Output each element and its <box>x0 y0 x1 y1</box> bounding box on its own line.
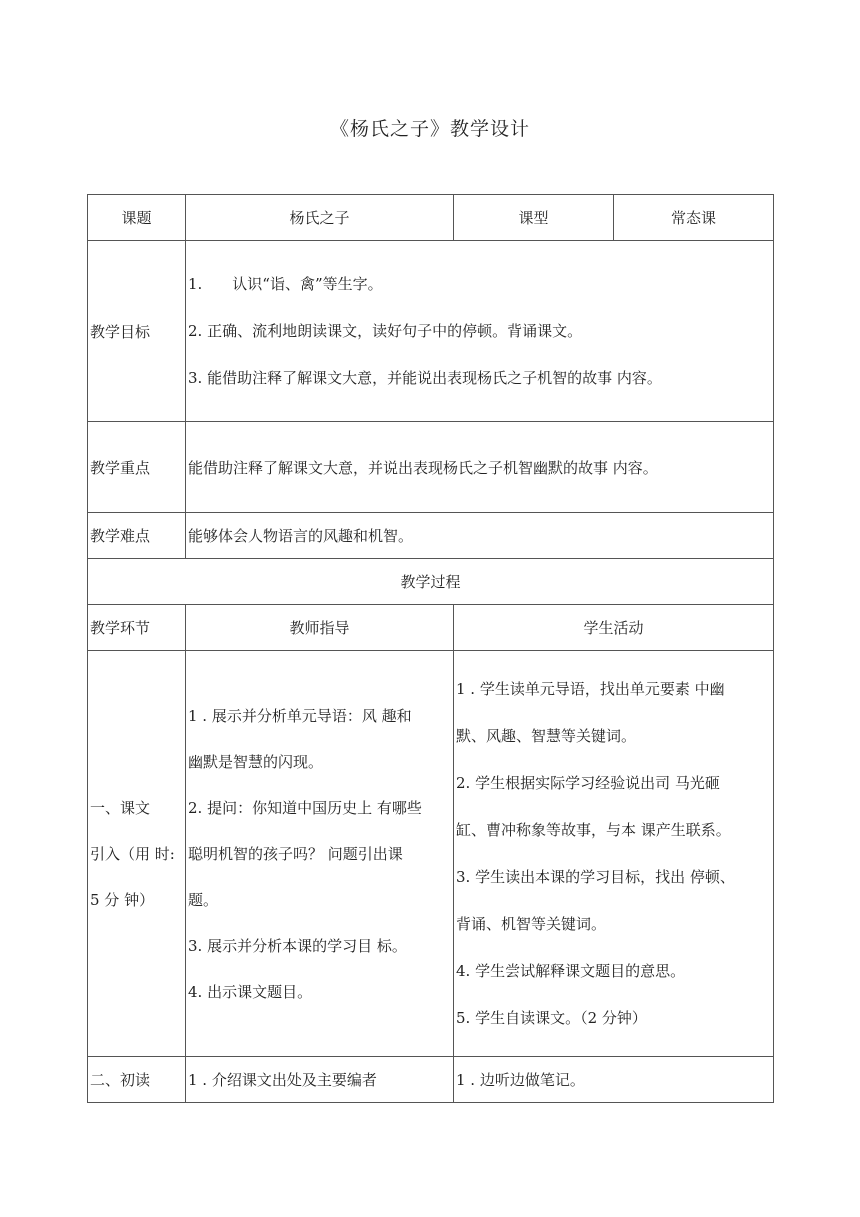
info-row <box>88 195 774 241</box>
topic-label: 课题 <box>88 195 186 241</box>
objective-item: 1. 认识“诣、禽”等生字。 <box>188 274 383 293</box>
difficulties-label: 教学难点 <box>88 513 186 559</box>
topic-value: 杨氏之子 <box>186 195 454 241</box>
type-value: 常态课 <box>614 195 774 241</box>
objectives-content <box>186 241 774 422</box>
difficulties-value: 能够体会人物语言的风趣和机智。 <box>186 513 774 559</box>
objective-item: 3. 能借助注释了解课文大意，并能说出表现杨氏之子机智的故事 内容。 <box>188 368 662 387</box>
lesson-plan-table <box>87 194 774 1103</box>
teacher-guidance: 1 . 展示并分析单元导语：风 趣和 幽默是智慧的闪现。 2. 提问：你知道中国历史上 有哪些 聪明机智的孩子吗？ 问题引出课 题。 3. 展示并分析本课的学习目 标。 4. 出示课文题目。 <box>186 651 454 1057</box>
objectives-label: 教学目标 <box>88 241 186 422</box>
stage-name: 一、课文 引入（用 时: 5 分 钟） <box>88 651 186 1057</box>
teacher-guidance: 1 . 介绍课文出处及主要编者 <box>186 1057 454 1103</box>
process-label: 教学过程 <box>88 559 774 605</box>
type-label: 课型 <box>454 195 614 241</box>
header-student: 学生活动 <box>454 605 774 651</box>
objectives-row <box>88 241 774 422</box>
document-title: 《杨氏之子》教学设计 <box>329 118 530 140</box>
key-points-row <box>88 422 774 513</box>
difficulties-row <box>88 513 774 559</box>
stage-row <box>88 1057 774 1103</box>
stage-row <box>88 651 774 1057</box>
key-points-value: 能借助注释了解课文大意，并说出表现杨氏之子机智幽默的故事 内容。 <box>186 422 774 513</box>
header-teacher: 教师指导 <box>186 605 454 651</box>
header-stage: 教学环节 <box>88 605 186 651</box>
key-points-label: 教学重点 <box>88 422 186 513</box>
process-row <box>88 559 774 605</box>
student-activity: 1 . 边听边做笔记。 <box>454 1057 774 1103</box>
student-activity: 1 . 学生读单元导语，找出单元要素 中幽 默、风趣、智慧等关键词。 2. 学生根据实际学习经验说出司 马光砸 缸、曹冲称象等故事，与本 课产生联系。 3. 学生读出本课的学习目标，找出 停顿、 背诵、机智等关键词。 4. 学生尝试解释课文题目的意思。 5. 学生自读课文。（2 分钟） <box>454 651 774 1057</box>
objective-item: 2. 正确、流利地朗读课文，读好句子中的停顿。背诵课文。 <box>188 321 583 340</box>
process-header-row <box>88 605 774 651</box>
stage-name: 二、初读 <box>88 1057 186 1103</box>
